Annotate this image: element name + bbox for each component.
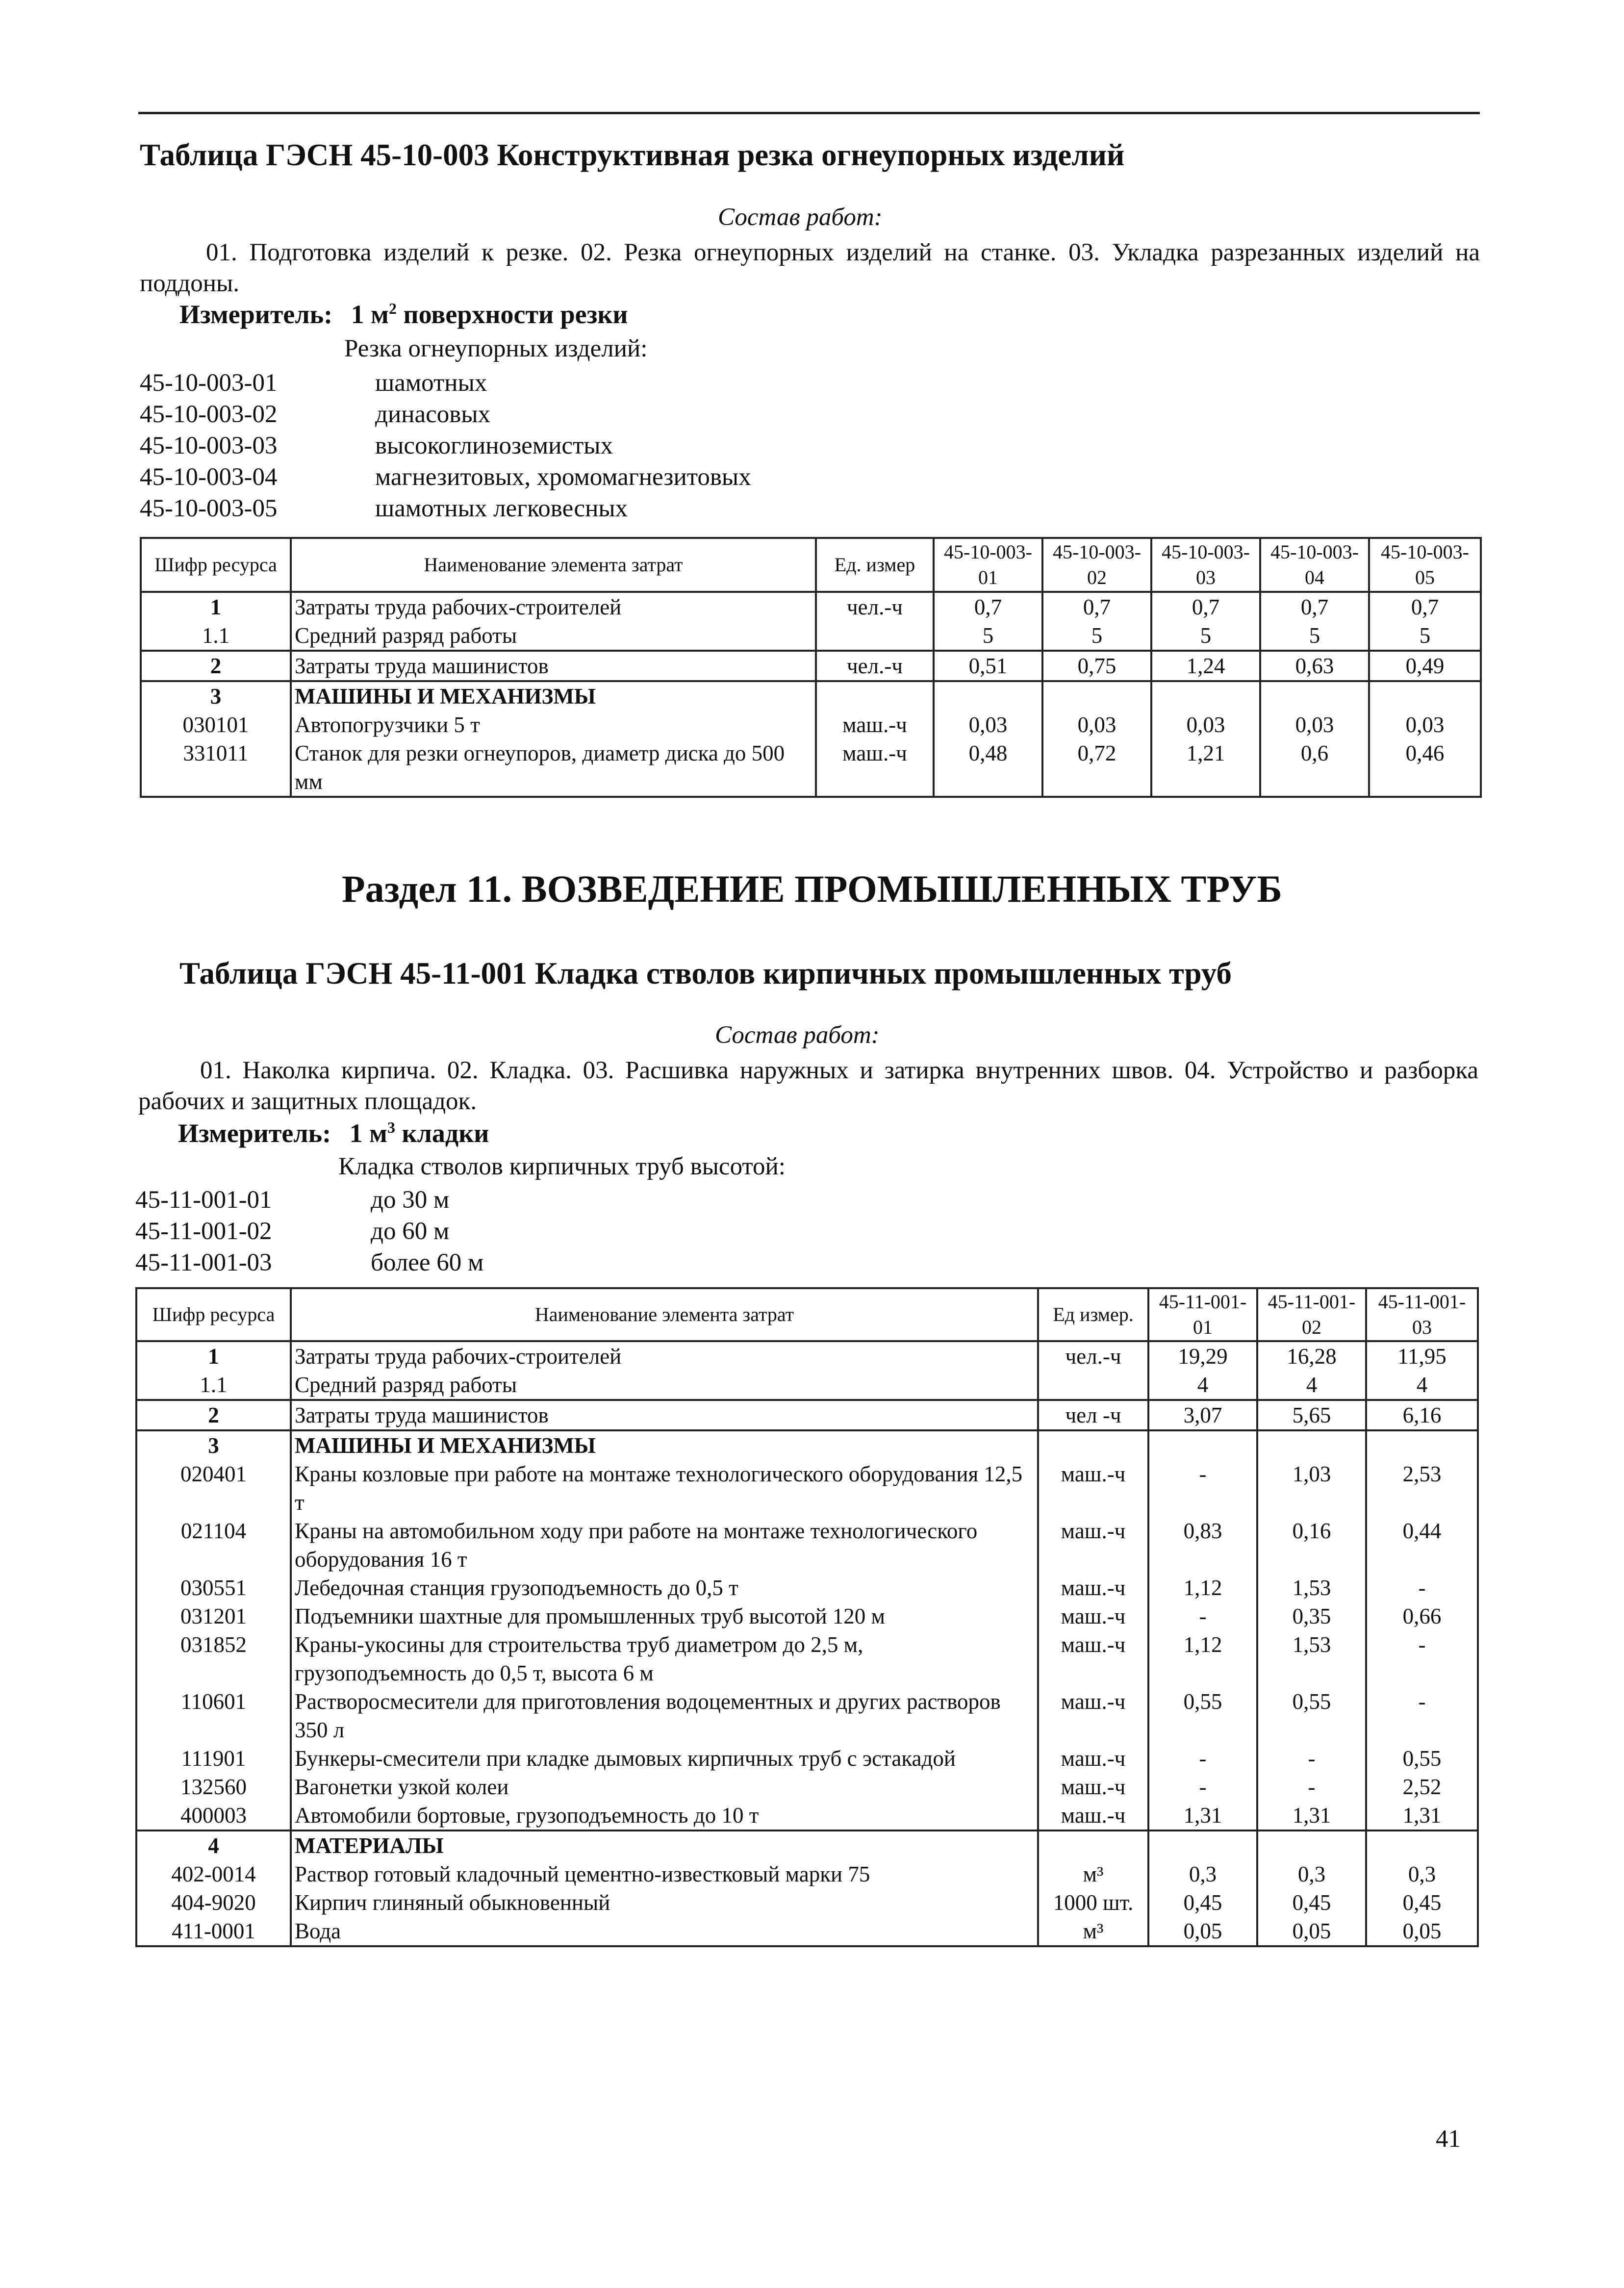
row-value: 0,03 [1042,711,1151,739]
code-name: до 60 м [371,1218,450,1245]
table1-measure-sup: 2 [388,300,397,317]
table-row [141,621,1481,651]
table-row [136,1517,1478,1574]
row-code: 110601 [136,1687,291,1744]
code: 45-11-001-02 [135,1218,272,1245]
row-code: 1.1 [136,1371,291,1400]
row-value: 0,45 [1366,1888,1478,1917]
row-value: 0,66 [1366,1602,1478,1630]
row-code: 031852 [136,1630,291,1687]
row-name: Краны козловые при работе на монтаже технологического оборудования 12,5 т [291,1460,1038,1517]
row-value: 4 [1148,1371,1257,1400]
code: 45-10-003-03 [140,432,278,459]
row-value: 5,65 [1257,1400,1366,1430]
table-row [136,1460,1478,1517]
row-value: 2,53 [1366,1460,1478,1517]
table2-measure-sup: 3 [387,1119,395,1136]
table1-composition-heading: Состав работ: [718,203,883,231]
code: 45-10-003-04 [140,463,278,491]
table-row [136,1430,1478,1460]
table-row [136,1574,1478,1602]
row-value: 0,7 [1369,592,1481,621]
row-unit: м³ [1038,1917,1148,1946]
row-value [1366,1830,1478,1860]
list-item [140,432,875,463]
code: 45-10-003-01 [140,369,278,397]
table-row [136,1744,1478,1773]
row-value: 0,55 [1148,1687,1257,1744]
table2-measure-rest: кладки [395,1119,489,1148]
table2-measure-label: Измеритель: [178,1119,331,1148]
table2-codes-list [135,1186,871,1280]
row-value [1260,681,1369,711]
code-name: динасовых [375,401,491,428]
column-header: Шифр ресурса [136,1288,291,1341]
column-header: 45-10-003-03 [1151,538,1260,592]
list-item [140,369,875,400]
row-unit [1038,1371,1148,1400]
row-unit: чел.-ч [1038,1341,1148,1371]
row-value: 0,75 [1042,651,1151,681]
row-value: 0,3 [1257,1860,1366,1888]
code: 45-10-003-05 [140,495,278,522]
column-header: Наименование элемента затрат [291,538,816,592]
row-value: 0,55 [1366,1744,1478,1773]
row-code: 402-0014 [136,1860,291,1888]
row-value: - [1257,1744,1366,1773]
list-item [135,1248,871,1280]
list-item [140,494,875,526]
row-unit: маш.-ч [816,711,934,739]
row-value: 6,16 [1366,1400,1478,1430]
code: 45-11-001-03 [135,1249,272,1276]
row-unit: маш.-ч [816,739,934,797]
row-unit [1038,1430,1148,1460]
row-value: 0,48 [934,739,1042,797]
row-code: 1 [136,1341,291,1371]
table-row [136,1917,1478,1946]
row-value: - [1257,1773,1366,1801]
row-name: Подъемники шахтные для промышленных труб высотой 120 м [291,1602,1038,1630]
column-header: 45-11-001-03 [1366,1288,1478,1341]
row-value: - [1148,1460,1257,1517]
row-value [1042,681,1151,711]
row-name: Раствор готовый кладочный цементно-известковый марки 75 [291,1860,1038,1888]
row-unit: маш.-ч [1038,1744,1148,1773]
table-row [136,1371,1478,1400]
row-value: - [1148,1744,1257,1773]
row-value: 4 [1257,1371,1366,1400]
row-code: 031201 [136,1602,291,1630]
row-value: 0,51 [934,651,1042,681]
row-code: 1 [141,592,291,621]
row-value [1257,1430,1366,1460]
row-name: Затраты труда рабочих-строителей [291,592,816,621]
section-title: Раздел 11. ВОЗВЕДЕНИЕ ПРОМЫШЛЕННЫХ ТРУБ [342,867,1282,910]
row-code: 132560 [136,1773,291,1801]
table-row [141,592,1481,621]
row-value: 5 [934,621,1042,651]
row-value: 0,72 [1042,739,1151,797]
row-value: 1,31 [1148,1801,1257,1830]
column-header: Шифр ресурса [141,538,291,592]
row-name: Бункеры-смесители при кладке дымовых кирпичных труб с эстакадой [291,1744,1038,1773]
table-row [141,711,1481,739]
table-row [141,681,1481,711]
row-name: Средний разряд работы [291,621,816,651]
row-name: МАШИНЫ И МЕХАНИЗМЫ [291,1430,1038,1460]
column-header: 45-11-001-02 [1257,1288,1366,1341]
row-name: МАШИНЫ И МЕХАНИЗМЫ [291,681,816,711]
table-row [136,1773,1478,1801]
row-value [934,681,1042,711]
row-unit: маш.-ч [1038,1801,1148,1830]
column-header: Ед измер. [1038,1288,1148,1341]
code-name: магнезитовых, хромомагнезитовых [375,463,751,491]
table1-measure-value: 1 м [351,300,389,329]
table2-composition-heading: Состав работ: [715,1021,880,1049]
row-name: Затраты труда рабочих-строителей [291,1341,1038,1371]
row-name: Вода [291,1917,1038,1946]
row-value: 5 [1369,621,1481,651]
row-name: Растворосмесители для приготовления водоцементных и других растворов 350 л [291,1687,1038,1744]
row-value: 0,35 [1257,1602,1366,1630]
table-row [141,739,1481,797]
row-value [1148,1430,1257,1460]
row-code: 4 [136,1830,291,1860]
row-value: - [1366,1630,1478,1687]
row-unit: чел -ч [1038,1400,1148,1430]
row-code: 411-0001 [136,1917,291,1946]
code-name: до 30 м [371,1186,450,1214]
table-header-row [136,1288,1478,1341]
row-value: 0,7 [1151,592,1260,621]
row-name: Затраты труда машинистов [291,651,816,681]
row-value: 0,05 [1366,1917,1478,1946]
row-value: 1,21 [1151,739,1260,797]
row-code: 2 [136,1400,291,1430]
row-code: 030101 [141,711,291,739]
row-value: 0,03 [1260,711,1369,739]
list-item [135,1186,871,1217]
row-value: 0,05 [1257,1917,1366,1946]
row-value: 0,63 [1260,651,1369,681]
table-row [136,1400,1478,1430]
row-value: 0,03 [1369,711,1481,739]
row-value: 0,83 [1148,1517,1257,1574]
table-row [136,1602,1478,1630]
row-unit: чел.-ч [816,651,934,681]
page-number: 41 [1436,2125,1461,2153]
table-row [136,1341,1478,1371]
row-name: Автопогрузчики 5 т [291,711,816,739]
row-value: 0,7 [1042,592,1151,621]
row-value: 0,7 [1260,592,1369,621]
row-name: Вагонетки узкой колеи [291,1773,1038,1801]
row-name: Автомобили бортовые, грузоподъемность до 10 т [291,1801,1038,1830]
table-row [136,1888,1478,1917]
list-item [135,1217,871,1248]
row-value: 1,24 [1151,651,1260,681]
row-value: 5 [1260,621,1369,651]
column-header: 45-10-003-04 [1260,538,1369,592]
code-name: более 60 м [371,1249,484,1276]
row-code: 400003 [136,1801,291,1830]
row-value: 0,49 [1369,651,1481,681]
code: 45-11-001-01 [135,1186,272,1214]
row-unit: маш.-ч [1038,1630,1148,1687]
table1-title: Таблица ГЭСН 45-10-003 Конструктивная резка огнеупорных изделий [140,138,1125,172]
row-unit: маш.-ч [1038,1687,1148,1744]
row-code: 020401 [136,1460,291,1517]
column-header: 45-10-003-05 [1369,538,1481,592]
column-header: 45-10-003-01 [934,538,1042,592]
row-value: 1,53 [1257,1630,1366,1687]
row-code: 2 [141,651,291,681]
table1-codes-list [140,369,875,526]
code-name: шамотных легковесных [375,495,628,522]
row-unit: маш.-ч [1038,1460,1148,1517]
table1-measure-rest: поверхности резки [396,300,628,329]
row-code: 331011 [141,739,291,797]
code-name: высокоглиноземистых [375,432,613,459]
table2-grid [135,1287,1479,1947]
table1-measure [179,301,628,328]
row-value: 4 [1366,1371,1478,1400]
table2-measure-value: 1 м [349,1119,387,1148]
row-value: 0,3 [1148,1860,1257,1888]
row-value: 1,31 [1366,1801,1478,1830]
row-name: Краны на автомобильном ходу при работе на монтаже технологического оборудования 16 т [291,1517,1038,1574]
row-value: 1,53 [1257,1574,1366,1602]
row-value: 1,12 [1148,1574,1257,1602]
row-name: Затраты труда машинистов [291,1400,1038,1430]
row-unit: маш.-ч [1038,1773,1148,1801]
row-unit: 1000 шт. [1038,1888,1148,1917]
row-code: 404-9020 [136,1888,291,1917]
table2-group-label: Кладка стволов кирпичных труб высотой: [338,1153,786,1180]
row-unit [1038,1830,1148,1860]
row-value: 0,03 [1151,711,1260,739]
table1-composition-text: 01. Подготовка изделий к резке. 02. Резка огнеупорных изделий на станке. 03. Укладка разрезанных изделий на поддоны. [140,239,1480,297]
row-unit [816,621,934,651]
row-name: МАТЕРИАЛЫ [291,1830,1038,1860]
row-value: 0,03 [934,711,1042,739]
row-value: 11,95 [1366,1341,1478,1371]
row-value: - [1148,1602,1257,1630]
row-value: 0,16 [1257,1517,1366,1574]
table2-title: Таблица ГЭСН 45-11-001 Кладка стволов кирпичных промышленных труб [179,956,1232,991]
table-row [136,1801,1478,1830]
column-header: 45-10-003-02 [1042,538,1151,592]
column-header: 45-11-001-01 [1148,1288,1257,1341]
row-code: 021104 [136,1517,291,1574]
row-value: - [1148,1773,1257,1801]
row-code: 3 [136,1430,291,1460]
row-value: 1,03 [1257,1460,1366,1517]
column-header: Ед. измер [816,538,934,592]
column-header: Наименование элемента затрат [291,1288,1038,1341]
row-value: 19,29 [1148,1341,1257,1371]
table-row [141,651,1481,681]
row-value [1366,1430,1478,1460]
table1-measure-label: Измеритель: [179,300,333,329]
row-code: 1.1 [141,621,291,651]
row-value: 3,07 [1148,1400,1257,1430]
row-value: 0,45 [1148,1888,1257,1917]
row-unit: маш.-ч [1038,1602,1148,1630]
table-row [136,1860,1478,1888]
row-value: 0,7 [934,592,1042,621]
row-code: 3 [141,681,291,711]
row-value: 1,31 [1257,1801,1366,1830]
table-row [136,1830,1478,1860]
row-value: 2,52 [1366,1773,1478,1801]
row-value: 0,45 [1257,1888,1366,1917]
row-value: 5 [1042,621,1151,651]
row-name: Лебедочная станция грузоподъемность до 0,5 т [291,1574,1038,1602]
row-unit: чел.-ч [816,592,934,621]
row-unit: маш.-ч [1038,1517,1148,1574]
row-value: - [1366,1574,1478,1602]
row-name: Краны-укосины для строительства труб диаметром до 2,5 м, грузоподъемность до 0,5 т, высота 6 м [291,1630,1038,1687]
row-value: 16,28 [1257,1341,1366,1371]
row-unit [816,681,934,711]
table2-composition-text: 01. Наколка кирпича. 02. Кладка. 03. Расшивка наружных и затирка внутренних швов. 04. Устройство и разборка рабочих и защитных площадок. [138,1057,1478,1115]
code-name: шамотных [375,369,487,397]
row-value [1148,1830,1257,1860]
table1-grid [140,537,1482,798]
table2-measure [178,1120,489,1146]
row-code: 030551 [136,1574,291,1602]
row-name: Средний разряд работы [291,1371,1038,1400]
table1-group-label: Резка огнеупорных изделий: [344,335,648,362]
table-header-row [141,538,1481,592]
row-value: 1,12 [1148,1630,1257,1687]
table-row [136,1630,1478,1687]
row-value: 0,46 [1369,739,1481,797]
row-code: 111901 [136,1744,291,1773]
row-unit: маш.-ч [1038,1574,1148,1602]
top-rule [138,112,1480,114]
list-item [140,400,875,432]
row-value: 0,55 [1257,1687,1366,1744]
row-value [1369,681,1481,711]
row-value: 0,6 [1260,739,1369,797]
row-value: 0,44 [1366,1517,1478,1574]
row-unit: м³ [1038,1860,1148,1888]
row-value [1257,1830,1366,1860]
row-name: Станок для резки огнеупоров, диаметр диска до 500 мм [291,739,816,797]
row-value: - [1366,1687,1478,1744]
row-value: 5 [1151,621,1260,651]
list-item [140,463,875,494]
row-value: 0,05 [1148,1917,1257,1946]
row-value [1151,681,1260,711]
table-row [136,1687,1478,1744]
code: 45-10-003-02 [140,401,278,428]
row-value: 0,3 [1366,1860,1478,1888]
row-name: Кирпич глиняный обыкновенный [291,1888,1038,1917]
